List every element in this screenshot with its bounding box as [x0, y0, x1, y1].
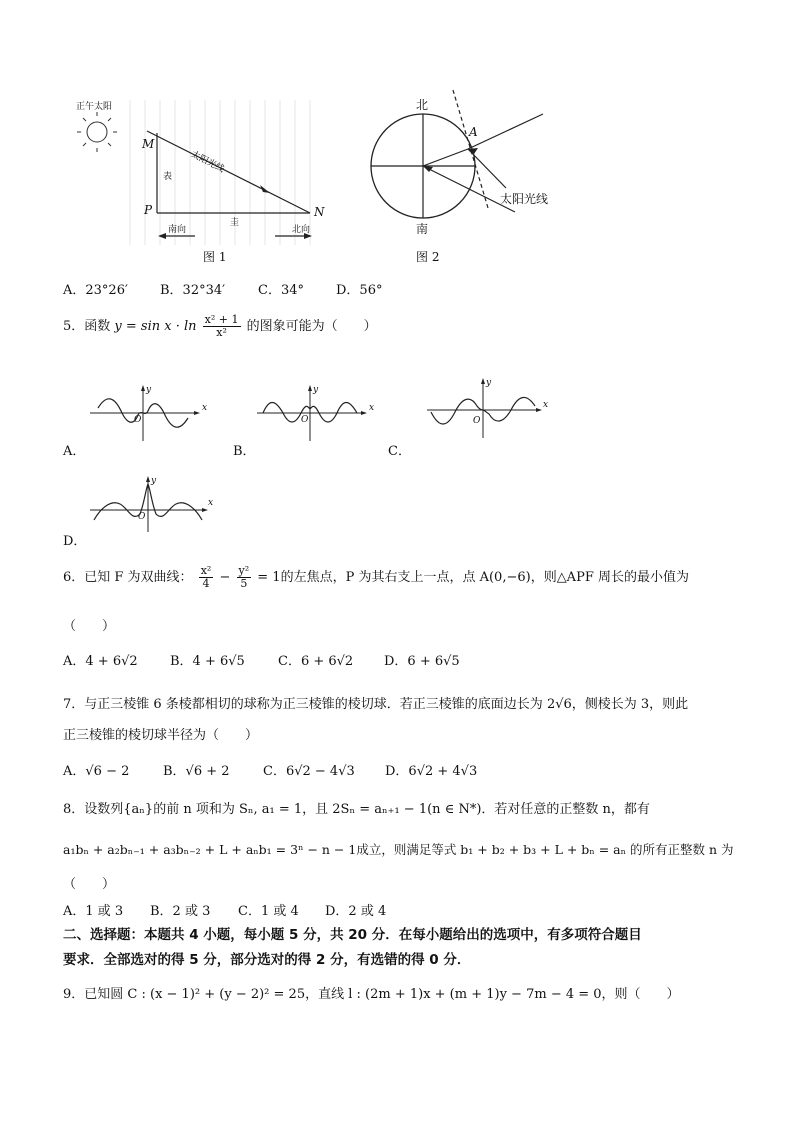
figure-2-drawing	[360, 88, 580, 270]
section-2-instructions: 要求．全部选对的得 5 分，部分选对的得 2 分，有选错的得 0 分．	[63, 952, 471, 968]
north-direction-label: 北向	[292, 225, 311, 235]
q8-line-1: 8．设数列{aₙ}的前 n 项和为 Sₙ, a₁ = 1，且 2Sₙ = aₙ₊₁ − 1(n ∈ N*)．若对任意的正整数 n，都有	[63, 802, 650, 817]
q8-line-2: a₁bₙ + a₂bₙ₋₁ + a₃bₙ₋₂ + L + aₙb₁ = 3ⁿ − n − 1成立，则满足等式 b₁ + b₂ + b₃ + L + bₙ = aₙ 的所有正整数 n 为	[63, 842, 734, 857]
q6-line1-post: = 1的左焦点，P 为其右支上一点，点 A(0,−6)，则△APF 周长的最小值为	[257, 570, 689, 585]
q8-line-3: （ ）	[63, 877, 116, 892]
figure-2	[360, 88, 580, 270]
figure-1-drawing	[70, 95, 340, 270]
q6-option-c: C．6 + 6√2	[278, 654, 354, 669]
ground-label: 圭	[230, 218, 240, 228]
q6-fraction-2: $\frac{\text{y²}}{5}$	[238, 564, 250, 590]
sun-icon	[77, 112, 117, 152]
q5-stem	[63, 314, 377, 339]
q5-graph-c: x y O	[425, 376, 555, 440]
q6-stem: 6．已知 F 为双曲线： $\frac{\text{x²}}{4}$ − $\frac{\text{y²}}{5}$ = 1的左焦点，P 为其右支上一点，点 A(0,−6)，则△APF 周长的最小值为	[63, 564, 689, 590]
figure-1-caption: 图 1	[203, 250, 227, 264]
q8-option-a: A．1 或 3	[63, 904, 124, 919]
q5-option-a: A．	[63, 444, 86, 459]
q6-fraction-1: $\frac{\text{x²}}{4}$	[200, 564, 212, 590]
figure-1	[70, 95, 340, 270]
q5-fraction	[203, 314, 241, 339]
q4-option-d: D．56°	[336, 283, 383, 298]
q5-frac-den: x²	[216, 326, 227, 339]
figure-2-caption: 图 2	[416, 250, 440, 264]
q5-formula: y = sin x · ln	[114, 319, 197, 334]
q4-option-b: B．32°34′	[160, 283, 226, 298]
q6-option-d: D．6 + 6√5	[384, 654, 460, 669]
q6-line1-pre: 6．已知 F 为双曲线：	[63, 570, 193, 585]
q5-graph-d: x y O	[88, 474, 218, 534]
point-p: P	[144, 203, 153, 217]
point-m: M	[142, 137, 155, 151]
q6-option-b: B．4 + 6√5	[170, 654, 245, 669]
q5-option-b: B．	[233, 444, 256, 459]
q5-option-c: C．	[388, 444, 411, 459]
q5-suffix: 的图象可能为（ ）	[246, 319, 377, 334]
pole-label: 表	[163, 172, 173, 182]
q7-line-1: 7．与正三棱锥 6 条棱都相切的球称为正三棱锥的棱切球．若正三棱锥的底面边长为 2√6，侧棱长为 3，则此	[63, 697, 689, 712]
ray-label-2: 太阳光线	[500, 192, 549, 206]
north-label: 北	[416, 98, 429, 112]
q8-option-b: B．2 或 3	[150, 904, 211, 919]
q5-graph-a: x y O	[88, 383, 208, 443]
ray-label: 太阳光线	[189, 149, 226, 175]
q6-option-a: A．4 + 6√2	[63, 654, 138, 669]
q7-option-b: B．√6 + 2	[163, 764, 230, 779]
q8-option-c: C．1 或 4	[238, 904, 299, 919]
point-n: N	[314, 205, 325, 219]
q5-graph-b: x y O	[255, 383, 375, 443]
q9-stem: 9．已知圆 C : (x − 1)² + (y − 2)² = 25，直线 l : (2m + 1)x + (m + 1)y − 7m − 4 = 0，则（ ）	[63, 987, 680, 1002]
q5-option-d: D．	[63, 534, 87, 549]
q5-prefix: 5．函数	[63, 319, 111, 334]
q6-blank: （ ）	[63, 619, 116, 634]
q8-option-d: D．2 或 4	[325, 904, 387, 919]
q7-option-a: A．√6 − 2	[63, 764, 130, 779]
q4-option-a: A．23°26′	[63, 283, 128, 298]
sun-label: 正午太阳	[76, 102, 113, 112]
q7-option-d: D．6√2 + 4√3	[385, 764, 478, 779]
section-2-heading: 二、选择题：本题共 4 小题，每小题 5 分，共 20 分．在每小题给出的选项中，有多项符合题目	[63, 927, 642, 943]
south-direction-label: 南向	[168, 225, 187, 235]
south-label: 南	[416, 222, 429, 236]
q7-line-2: 正三棱锥的棱切球半径为（ ）	[63, 728, 259, 743]
q7-option-c: C．6√2 − 4√3	[263, 764, 355, 779]
q4-option-c: C．34°	[258, 283, 304, 298]
point-a: A	[469, 125, 478, 139]
q5-frac-num: x² + 1	[204, 313, 239, 326]
